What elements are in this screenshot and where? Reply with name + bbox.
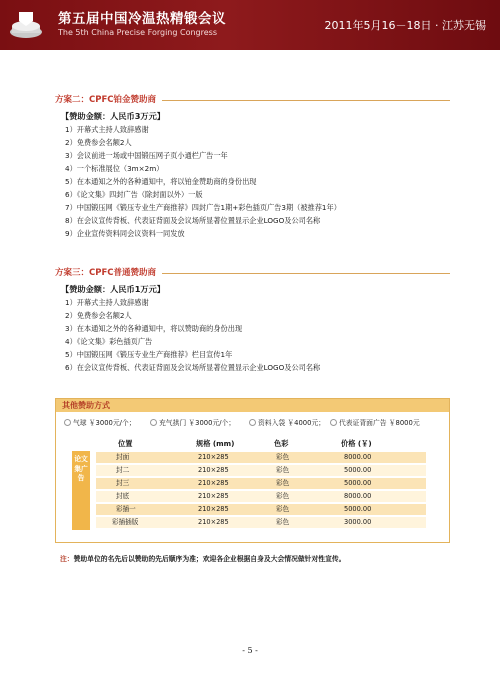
header-banner (0, 0, 500, 50)
plan3-amount: 【赞助金额：人民币1万元】 (61, 284, 165, 294)
cell-color: 彩色 (276, 466, 290, 474)
plan2-item: 3）会议前进一场或中国锻压网子页小通栏广告一年 (65, 151, 228, 160)
option-arch: 充气拱门 ￥3000元/个； (150, 417, 235, 427)
table-row (96, 465, 426, 476)
plan2-item: 9）企业宣传资料同会议资料一同发放 (65, 229, 185, 238)
cell-position: 封底 (116, 492, 130, 500)
congress-logo-icon (8, 8, 44, 42)
cell-color: 彩色 (276, 505, 290, 513)
table-row (96, 452, 426, 463)
proceedings-band-label: 论文集广告 (74, 455, 88, 482)
cell-position: 封二 (116, 466, 130, 474)
cell-position: 封三 (116, 479, 130, 487)
table-row (96, 478, 426, 489)
table-row (96, 517, 426, 528)
date-location: 2011年5月16－18日 · 江苏无锡 (324, 19, 486, 32)
plan2-item: 6）《论文集》四封广告（除封面以外）一版 (65, 190, 203, 199)
plan2-amount: 【赞助金额：人民币3万元】 (61, 111, 165, 121)
th-price: 价格 (￥) (341, 439, 372, 448)
table-row (96, 504, 426, 515)
plan2-section (55, 95, 450, 240)
other-sponsorship-title: 其他赞助方式 (56, 399, 449, 412)
note-lead: 注： (60, 555, 74, 563)
plan3-item: 3）在本通知之外的各种通知中，将以赞助商的身份出现 (65, 324, 243, 333)
radio-icon (150, 419, 157, 426)
cell-price: 5000.00 (344, 479, 372, 487)
plan2-item: 7）中国锻压网《锻压专业生产商推荐》四封广告1期+彩色插页广告3期（被推荐1年） (65, 203, 341, 212)
page-number: - 5 - (242, 646, 258, 655)
plan3-tag: 方案三：CPFC普通赞助商 (55, 266, 162, 278)
th-position: 位置 (118, 439, 133, 448)
cell-size: 210×285 (198, 466, 229, 474)
option-badge-ad: 代表证背面广告 ￥8000元 (330, 417, 420, 427)
option-material: 资料入袋 ￥4000元； (249, 417, 325, 427)
other-sponsorship-box (55, 398, 450, 543)
option-balloon: 气球 ￥3000元/个； (64, 417, 136, 427)
cell-size: 210×285 (198, 492, 229, 500)
th-color: 色彩 (274, 439, 289, 448)
plan3-item: 6）在会议宣传背板、代表证背面及会议场所显著位置显示企业LOGO及公司名称 (65, 363, 321, 372)
plan3-section (55, 268, 450, 373)
plan3-item: 2）免费参会名额2人 (65, 311, 132, 320)
plan3-item: 5）中国锻压网《锻压专业生产商推荐》栏目宣传1年 (65, 350, 233, 359)
cell-price: 5000.00 (344, 505, 372, 513)
cell-size: 210×285 (198, 518, 229, 526)
cell-size: 210×285 (198, 479, 229, 487)
cell-position: 彩插插版 (112, 518, 139, 526)
th-size: 规格 (mm) (196, 439, 235, 448)
cell-price: 8000.00 (344, 492, 372, 500)
plan2-item: 2）免费参会名额2人 (65, 138, 132, 147)
cell-position: 彩插一 (116, 505, 136, 513)
cell-price: 5000.00 (344, 466, 372, 474)
cell-color: 彩色 (276, 453, 290, 461)
cell-size: 210×285 (198, 505, 229, 513)
congress-title: 第五届中国冷温热精锻会议 (58, 11, 226, 27)
plan2-item: 5）在本通知之外的各种通知中，将以铂金赞助商的身份出现 (65, 177, 257, 186)
plan3-item: 1）开幕式主持人致辞感谢 (65, 298, 149, 307)
cell-color: 彩色 (276, 479, 290, 487)
cell-color: 彩色 (276, 518, 290, 526)
plan2-item: 4）一个标准展位（3m×2m） (65, 164, 164, 173)
plan2-item: 1）开幕式主持人致辞感谢 (65, 125, 149, 134)
cell-position: 封面 (116, 453, 130, 461)
plan2-item: 8）在会议宣传背板、代表证背面及会议场所显著位置显示企业LOGO及公司名称 (65, 216, 321, 225)
cell-price: 8000.00 (344, 453, 372, 461)
note-text: 赞助单位的名先后以赞助的先后顺序为准；欢迎各企业根据自身及大会情况做针对性宣传。 (73, 555, 346, 563)
cell-price: 3000.00 (344, 518, 372, 526)
plan2-tag: 方案二：CPFC铂金赞助商 (55, 93, 162, 105)
plan3-item: 4）《论文集》彩色插页广告 (65, 337, 153, 346)
table-row (96, 491, 426, 502)
radio-icon (249, 419, 256, 426)
congress-title-en: The 5th China Precise Forging Congress (58, 28, 217, 37)
note (60, 553, 345, 563)
radio-icon (64, 419, 71, 426)
cell-size: 210×285 (198, 453, 229, 461)
radio-icon (330, 419, 337, 426)
cell-color: 彩色 (276, 492, 290, 500)
